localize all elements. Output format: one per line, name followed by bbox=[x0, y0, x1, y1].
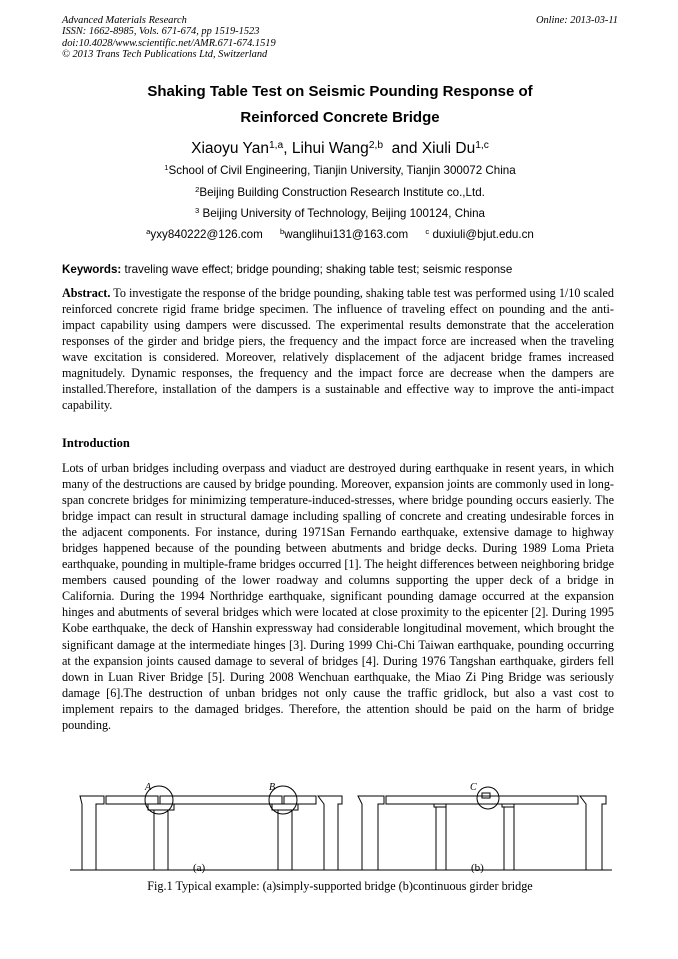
author-1-sup: 1,a bbox=[268, 139, 284, 151]
bridge-b-continuous-girder bbox=[352, 787, 612, 870]
abstract bbox=[62, 285, 614, 413]
bridge-a-simply-supported bbox=[70, 786, 354, 870]
keywords bbox=[62, 262, 618, 278]
author-2-sup: 2,b bbox=[368, 139, 384, 151]
journal-name: Advanced Materials Research bbox=[62, 15, 187, 26]
email-list bbox=[62, 227, 618, 243]
email-c-sup: c bbox=[425, 227, 430, 237]
email-c[interactable] bbox=[425, 227, 533, 243]
copyright-line: © 2013 Trans Tech Publications Ltd, Switzerland bbox=[62, 49, 268, 61]
author-list: Xiaoyu Yan$^{1,a}$, Lihui Wang$^{2,b}$ and Xiuli Du$^{1,c}$ bbox=[191, 139, 489, 157]
title-line-2: Reinforced Concrete Bridge bbox=[240, 109, 440, 126]
affiliation-1-text: School of Civil Engineering, Tianjin University, Tianjin 300072 China bbox=[168, 164, 516, 177]
affiliation-1-sup: 1 bbox=[164, 163, 169, 173]
email-b-text: wanglihui131@163.com bbox=[284, 228, 409, 241]
figure-label-b: B bbox=[269, 782, 276, 793]
email-a[interactable] bbox=[146, 227, 263, 243]
figure-label-c: C bbox=[470, 782, 477, 793]
introduction-paragraph: Lots of urban bridges including overpass and viaduct are destroyed during earthquake in resent years, in which many of the destructions are caused by bridge pounding. Moreover, expansion joints are commonly used in long-span concrete bridges for minimizing temperature-induced-stresses, where bridge pounding occurs easierly. The bridge impact can result in structural damage including spalling of concrete and creating undesirable forces in the adjacent components. For instance, during 1971San Fernando earthquake, extensive damage to highway bridges happened because of the pounding between abutments and bridge decks. During 1989 Loma Prieta earthquake, pounding in multiple-frame bridges occurred [1]. The height differences between neighboring bridge members caused pounding of the lower roadway and columns supporting the upper deck of a bridge in California. During the 1994 Northridge earthquake, significant pounding damage occurred at the expansion hinges and abutments of several bridges which were located at close proximity to the epicenter [2]. During 1995 Kobe earthquake, the deck of Hanshin expressway had considerable longitudinal movement, which brought the significant damage at the intermediate hinges [3]. During 1999 Chi-Chi Taiwan earthquake, pounding occurring at the expansion joints caused damage to several of bridges [4]. During 1976 Tangshan earthquake, girders fell down in Luan River Bridge [5]. During 2008 Wenchuan earthquake, the Miao Zi Ping Bridge was seriously damage [6].The destruction of unban bridges not only cause the traffic gridlock, but also a vast cost to implement repairs to the damaged bridges. Therefore, the attention should be paid on the harm of bridge pounding. bbox=[62, 461, 614, 732]
author-3: Xiuli Du bbox=[421, 140, 476, 157]
email-a-text: yxy840222@126.com bbox=[150, 228, 263, 241]
email-c-text: duxiuli@bjut.edu.cn bbox=[432, 228, 534, 241]
figure-label-a: A bbox=[145, 782, 152, 793]
section-heading-introduction: Introduction bbox=[62, 436, 130, 450]
issn-line: ISSN: 1662-8985, Vols. 671-674, pp 1519-1523 bbox=[62, 26, 260, 38]
figure-sublabel-b: (b) bbox=[471, 862, 484, 874]
keywords-label: Keywords: bbox=[62, 263, 122, 276]
affiliation-2 bbox=[62, 185, 618, 201]
online-date: Online: 2013-03-11 bbox=[535, 15, 618, 26]
affiliation-2-sup: 2 bbox=[195, 185, 200, 195]
figure-caption: Fig.1 Typical example: (a)simply-supported bridge (b)continuous girder bridge bbox=[147, 879, 533, 893]
affiliation-3 bbox=[62, 206, 618, 222]
figure-1-bridge-diagrams bbox=[62, 774, 618, 874]
title-line-1: Shaking Table Test on Seismic Pounding Response of bbox=[147, 83, 533, 100]
affiliation-3-sup: 3 bbox=[195, 206, 200, 216]
figure-sublabel-a: (a) bbox=[193, 862, 206, 874]
affiliation-1 bbox=[62, 163, 618, 179]
abstract-label: Abstract. bbox=[62, 286, 111, 300]
affiliation-2-text: Beijing Building Construction Research Institute co.,Ltd. bbox=[199, 186, 485, 199]
email-b[interactable] bbox=[280, 227, 408, 243]
doi-line[interactable]: doi:10.4028/www.scientific.net/AMR.671-674.1519 bbox=[62, 37, 276, 49]
email-b-sup: b bbox=[279, 227, 285, 237]
email-a-sup: a bbox=[146, 227, 151, 237]
author-2: Lihui Wang bbox=[291, 140, 369, 157]
author-1: Xiaoyu Yan bbox=[191, 140, 269, 157]
abstract-text: To investigate the response of the bridge pounding, shaking table test was performed using 1/10 scaled reinforced concrete rigid frame bridge specimen. The influence of traveling effect on pounding and the anti-impact capability using dampers were discussed. The experimental results demonstrate that the acceleration responses of the girder and bridge piers, the frequency and the impact force are increased when the traveling wave excitation is considered. Moreover, relatively displacement of the adjacent bridge frames increased magnitudely. Dynamic responses, the frequency and the impact force are decrease when the dampers are installed.Therefore, installation of the dampers is a sustainable and effective way to improve the anti-impact capability. bbox=[62, 286, 614, 413]
author-3-sup: 1,c bbox=[475, 139, 489, 151]
paper-title bbox=[62, 79, 618, 131]
journal-header bbox=[62, 15, 618, 61]
keywords-text: traveling wave effect; bridge pounding; shaking table test; seismic response bbox=[124, 263, 513, 276]
affiliation-3-text: Beijing University of Technology, Beijing 100124, China bbox=[202, 207, 485, 220]
